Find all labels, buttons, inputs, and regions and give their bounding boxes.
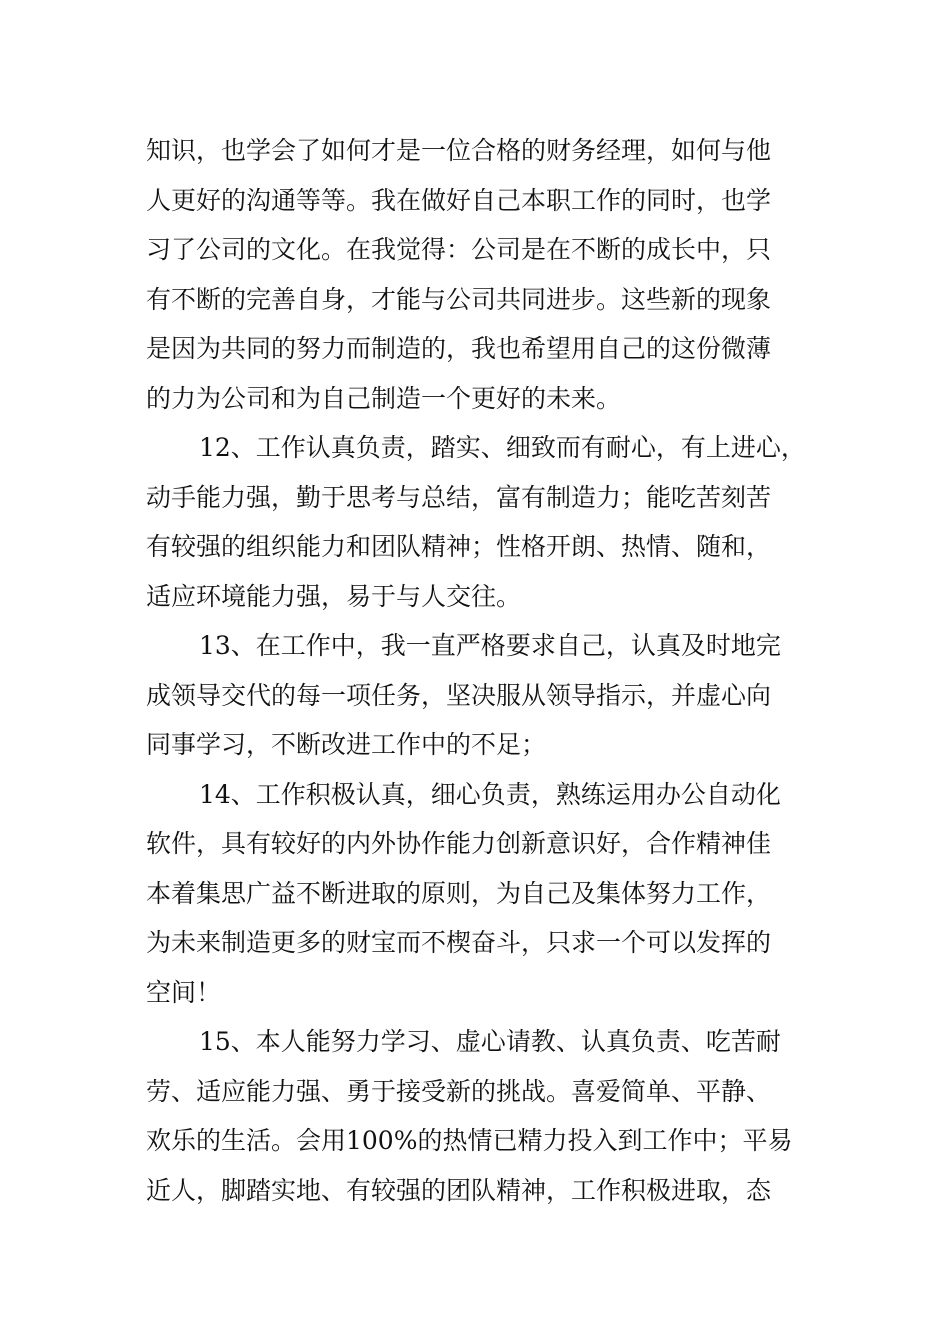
text-line: 有不断的完善自身，才能与公司共同进步。这些新的现象 [146, 284, 772, 314]
text-line: 空间！ [146, 977, 222, 1007]
text-line: 本着集思广益不断进取的原则，为自己及集体努力工作， [146, 878, 772, 908]
paragraph-continuation [146, 126, 836, 423]
paragraph-15 [146, 1017, 836, 1215]
text-line: 习了公司的文化。在我觉得：公司是在不断的成长中，只 [146, 235, 772, 264]
text-line: 近人，脚踏实地、有较强的团队精神，工作积极进取，态 [146, 1175, 772, 1205]
paragraph-13 [146, 621, 836, 770]
text-line: 劳、适应能力强、勇于接受新的挑战。喜爱简单、平静、 [146, 1076, 772, 1106]
text-line: 欢乐的生活。会用100%的热情已精力投入到工作中；平易 [146, 1126, 793, 1155]
text-line-first: 13、在工作中，我一直严格要求自己，认真及时地完 [199, 631, 781, 660]
document-body [146, 126, 836, 1215]
paragraph-14 [146, 770, 836, 1018]
text-line: 是因为共同的努力而制造的，我也希望用自己的这份微薄 [146, 334, 772, 363]
text-line-first: 12、工作认真负责，踏实、细致而有耐心，有上进心， [199, 433, 806, 462]
text-line: 软件，具有较好的内外协作能力创新意识好，合作精神佳 [146, 829, 772, 858]
text-line: 知识，也学会了如何才是一位合格的财务经理，如何与他 [146, 136, 772, 165]
text-line: 有较强的组织能力和团队精神；性格开朗、热情、随和， [146, 532, 772, 561]
paragraph-12 [146, 423, 836, 621]
text-line: 为未来制造更多的财宝而不楔奋斗，只求一个可以发挥的 [146, 928, 772, 957]
text-line-first: 15、本人能努力学习、虚心请教、认真负责、吃苦耐 [199, 1027, 781, 1056]
text-line: 适应环境能力强，易于与人交往。 [146, 581, 522, 611]
text-line: 成领导交代的每一项任务，坚决服从领导指示，并虚心向 [146, 680, 772, 710]
text-line-first: 14、工作积极认真，细心负责，熟练运用办公自动化 [199, 779, 781, 809]
text-line: 的力为公司和为自己制造一个更好的未来。 [146, 383, 622, 413]
text-line: 人更好的沟通等等。我在做好自己本职工作的同时，也学 [146, 185, 772, 215]
text-line: 动手能力强，勤于思考与总结，富有制造力；能吃苦刻苦 [146, 482, 772, 512]
text-line: 同事学习，不断改进工作中的不足； [146, 730, 547, 759]
